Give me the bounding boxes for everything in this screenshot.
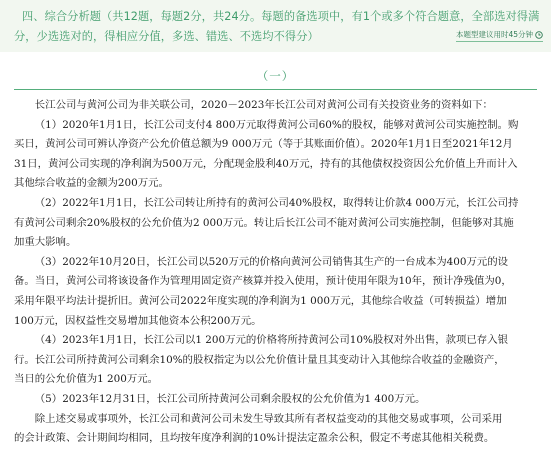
text-line: （1）2020年1月1日，长江公司支付4 800万元取得黄河公司60%的股权，能够对黄河公司实施控制。购 — [34, 118, 519, 131]
text-line: 行。长江公司所持黄河公司剩余10%的股权指定为以公允价值计量且其变动计入其他综合收益的金融资产， — [14, 353, 505, 366]
instructions-banner — [0, 0, 551, 52]
text-line: 的会计政策、会计期间均相同，且均按年度净利润的10%计提法定盈余公积，假定不考虑其他相关税费。 — [14, 432, 495, 445]
text-line: 31日，黄河公司实现的净利润为500万元，分配现金股利40万元，持有的其他债权投资因公允价值上升而计入 — [14, 157, 518, 170]
text-line: 100万元，因权益性交易增加其他资本公积200万元。 — [14, 314, 262, 327]
text-line: 采用年限平均法计提折旧。黄河公司2022年度实现的净利润为1 000万元，其他综合收益（可转损益）增加 — [14, 294, 507, 307]
text-line: 除上述交易或事项外，长江公司和黄河公司未发生导致其所有者权益变动的其他交易或事项，公司采用 — [34, 412, 503, 425]
section-title: （一） — [256, 69, 295, 83]
paragraph-item-4 — [14, 331, 542, 390]
text-line: （3）2022年10月20日，长江公司以520万元的价格向黄河公司销售其生产的一台成本为400万元的设 — [34, 255, 509, 268]
paragraph-item-5 — [14, 390, 542, 410]
time-suggestion-text: 本题型建议用时45分钟 — [455, 30, 533, 39]
text-line: 当日的公允价值为1 200万元。 — [14, 373, 159, 386]
paragraph-item-2 — [14, 194, 542, 253]
text-line: 加重大影响。 — [14, 236, 77, 249]
text-line: 备。当日，黄河公司将该设备作为管理用固定资产核算并投入使用，预计使用年限为10年，预计净残值为0， — [14, 275, 512, 288]
paragraph-closing — [14, 410, 542, 449]
time-suggestion-badge — [456, 29, 543, 42]
paragraph-item-1 — [14, 116, 542, 194]
instructions-line-1: 四、综合分析题（共12题，每题2分，共24分。每题的备选项中，有1个或多个符合题意，全部选对得满 — [22, 10, 540, 23]
text-line: 其他综合收益的金额为200万元。 — [14, 177, 169, 190]
text-line: 长江公司与黄河公司为非关联公司，2020－2023年长江公司对黄河公司有关投资业务的资料如下： — [34, 99, 493, 111]
section-divider — [14, 89, 537, 90]
text-line: （2）2022年1月1日，长江公司转让所持有的黄河公司40%股权，取得转让价款4 000万元，长江公司持 — [34, 196, 519, 209]
case-material — [14, 96, 542, 449]
text-line: 有黄河公司剩余20%股权的公允价值为2 000万元。转让后长江公司不能对黄河公司实施控制，但能够对其施 — [14, 216, 514, 229]
paragraph-intro — [14, 96, 542, 116]
clock-icon — [535, 31, 543, 39]
paragraph-item-3 — [14, 253, 542, 331]
text-line: （4）2023年1月1日，长江公司以1 200万元的价格将所持黄河公司10%股权对外出售，款项已存入银 — [34, 334, 508, 347]
text-line: （5）2023年12月31日，长江公司所持黄河公司剩余股权的公允价值为1 400万元。 — [34, 392, 426, 405]
text-line: 买日，黄河公司可辨认净资产公允价值总额为9 000万元（等于其账面价值）。2020年1月1日至2021年12月 — [14, 138, 513, 151]
instructions-line-2: 分，少选选对的，得相应分值，多选、错选、不选均不得分） — [14, 30, 319, 43]
